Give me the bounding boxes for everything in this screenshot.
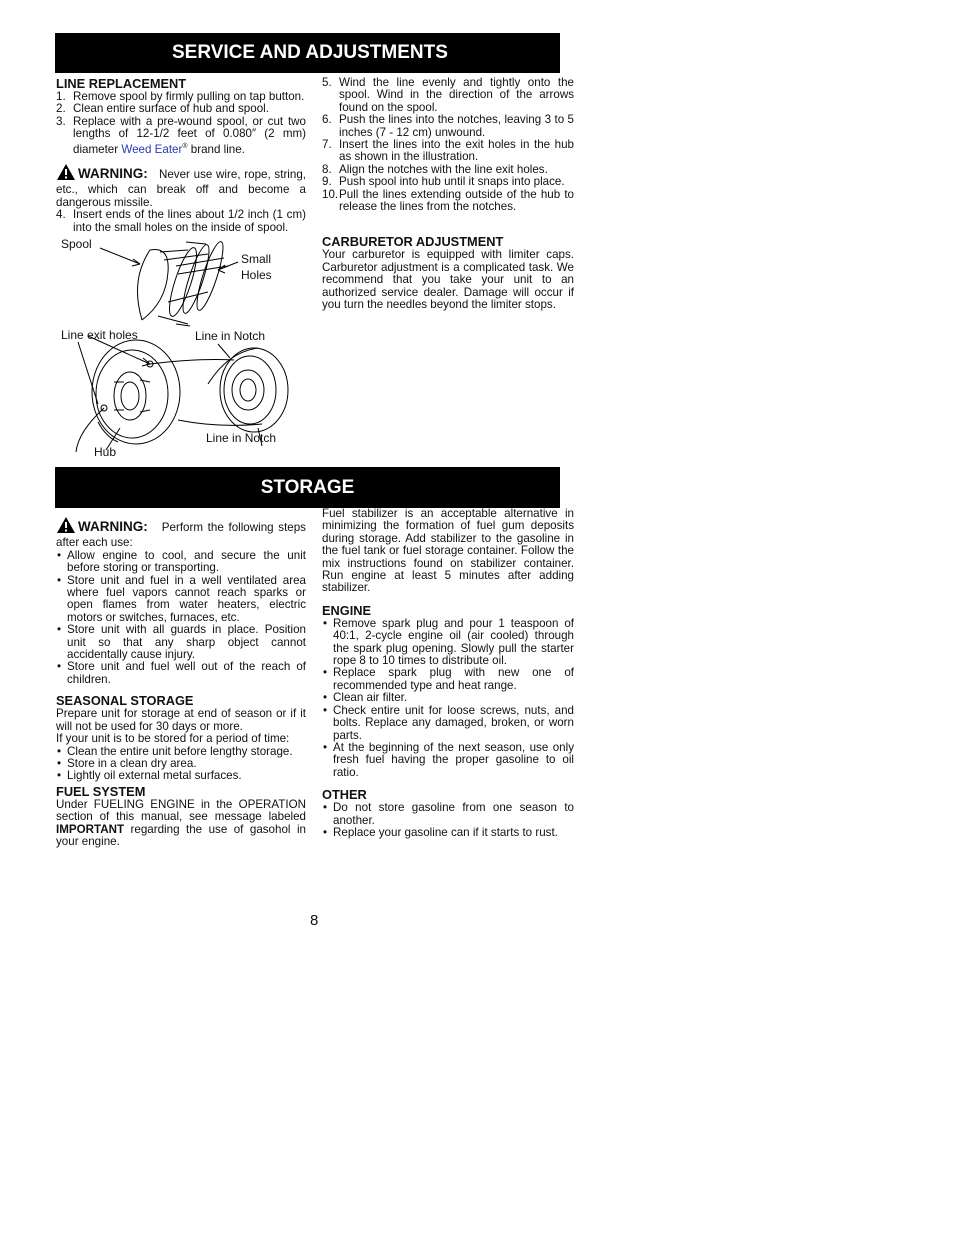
warning-text: Never use wire, rope, string, etc., which can break off and become a dangerous missile. xyxy=(56,167,307,209)
bullet-text: Clean the entire unit before lengthy storage. xyxy=(67,744,293,758)
step-text: Wind the line evenly and tightly onto the spool. Wind in the direction of the arrows found on the spool. xyxy=(339,76,574,114)
engine-heading: ENGINE xyxy=(322,602,372,618)
step-text: Remove spool by firmly pulling on tap button. xyxy=(73,90,305,103)
carburetor-text: Your carburetor is equipped with limiter caps. Carburetor adjustment is a complicated task. We recommend that you take your unit to an authorized service dealer. Damage will occur if you turn the needles beyond the limiter stops. xyxy=(322,248,574,312)
bullet-text: Store in a clean dry area. xyxy=(67,756,197,770)
step-text: Clean entire surface of hub and spool. xyxy=(73,102,269,116)
registered-mark: ® xyxy=(182,142,188,150)
list-item: • Store unit with all guards in place. Position unit so that any sharp object cannot accidentally cause injury. xyxy=(57,623,306,662)
figure-label-small: Small xyxy=(241,252,272,266)
warning-triangle-icon xyxy=(56,163,76,184)
list-item xyxy=(56,116,306,156)
line-replacement-step-4 xyxy=(56,209,306,234)
step-text: Pull the lines extending outside of the hub to release the lines from the notches. xyxy=(339,187,574,214)
storage-warning-list xyxy=(56,550,306,686)
line-replacement-illustration xyxy=(58,232,298,462)
step-number: 6. xyxy=(322,113,332,127)
fuel-system-text-b: regarding the use of gasohol in your engine. xyxy=(56,822,306,848)
step-text: Insert the lines into the exit holes in the hub as shown in the illustration. xyxy=(339,138,574,164)
carburetor-heading: CARBURETOR ADJUSTMENT xyxy=(322,234,504,250)
seasonal-storage-heading: SEASONAL STORAGE xyxy=(56,693,194,709)
other-heading: OTHER xyxy=(322,787,367,803)
step-text: Insert ends of the lines about 1/2 inch (1 cm) into the small holes on the inside of spool. xyxy=(73,208,306,234)
step-text: Replace with a pre-wound spool, or cut two lengths of 12-1/2 feet of 0.080″ (2 mm) diameter xyxy=(73,114,306,156)
list-item: • Replace spark plug with new one of recommended type and heat range. xyxy=(323,666,574,692)
section-title-storage: STORAGE xyxy=(260,476,355,498)
list-item: • Allow engine to cool, and secure the unit before storing or transporting. xyxy=(57,548,306,575)
other-list xyxy=(322,802,574,839)
step-text: Push spool into hub until it snaps into place. xyxy=(339,175,565,189)
bullet-text: Store unit with all guards in place. Position unit so that any sharp object cannot accidentally cause injury. xyxy=(67,623,306,662)
figure-label-hub: Hub xyxy=(94,445,117,459)
bullet-text: Check entire unit for loose screws, nuts, and bolts. Replace any damaged, broken, or worn parts. xyxy=(333,703,574,742)
list-item xyxy=(322,189,574,214)
bullet-text: Lightly oil external metal surfaces. xyxy=(67,769,242,783)
fuel-stabilizer-text: Fuel stabilizer is an acceptable alternative in minimizing the formation of fuel gum deposits during storage. Add stabilizer to the gasoline in the fuel tank or fuel storage container. Follow the mix instructions found on stabilizer container. Run engine at least 5 minutes after adding stabilizer. xyxy=(322,507,574,595)
bullet-text: Store unit and fuel in a well ventilated area where fuel vapors cannot reach sparks or open flames from water heaters, electric motors or switches, furnaces, etc. xyxy=(67,573,306,624)
list-item: • Store unit and fuel in a well ventilated area where fuel vapors cannot reach sparks or open flames from water heaters, electric motors or switches, furnaces, etc. xyxy=(57,573,306,624)
figure-label-line-exit-holes: Line exit holes xyxy=(61,328,138,342)
bullet-text: Replace your gasoline can if it starts to rust. xyxy=(333,825,558,839)
figure-label-spool: Spool xyxy=(61,237,92,251)
bullet-text: At the beginning of the next season, use only fresh fuel having the proper gasoline to oil ratio. xyxy=(333,740,574,779)
bullet-text: Replace spark plug with new one of recommended type and heat range. xyxy=(333,666,574,692)
fuel-system-text-a: Under FUELING ENGINE in the OPERATION section of this manual, see message labeled xyxy=(56,797,306,824)
step-number: 2. xyxy=(56,102,66,116)
list-item: • Clean the entire unit before lengthy storage. xyxy=(57,744,293,758)
engine-list xyxy=(322,618,574,779)
list-item: • Store unit and fuel well out of the reach of children. xyxy=(57,660,306,686)
step-number: 9. xyxy=(322,175,332,189)
spool-hub-drawing xyxy=(58,232,298,462)
warning-triangle-icon xyxy=(56,516,76,537)
section-banner-storage xyxy=(55,467,560,508)
list-item xyxy=(322,77,574,114)
warning-label: WARNING: xyxy=(78,519,148,534)
figure-label-holes: Holes xyxy=(241,268,272,282)
bullet-text: Clean air filter. xyxy=(333,691,408,705)
list-item: • Do not store gasoline from one season to another. xyxy=(323,801,574,827)
seasonal-storage-list xyxy=(56,746,306,783)
list-item: • Remove spark plug and pour 1 teaspoon of 40:1, 2-cycle engine oil (air cooled) through the spark plug opening. Slowly pull the starter rope 8 to 10 times to distribute oil. xyxy=(323,616,574,668)
step-text: Push the lines into the notches, leaving 3 to 5 inches (7 - 12 cm) unwound. xyxy=(339,113,574,139)
step-number: 5. xyxy=(322,76,332,89)
list-item: • At the beginning of the next season, use only fresh fuel having the proper gasoline to oil ratio. xyxy=(323,740,574,779)
list-item: • Check entire unit for loose screws, nuts, and bolts. Replace any damaged, broken, or worn parts. xyxy=(323,703,574,742)
line-replacement-section xyxy=(56,77,306,234)
section-banner-service xyxy=(55,33,560,73)
line-replacement-heading: LINE REPLACEMENT xyxy=(56,76,187,91)
line-replacement-continued xyxy=(322,77,574,312)
warning-label: WARNING: xyxy=(78,165,148,181)
list-item: • Clean air filter. xyxy=(323,691,408,705)
important-label: IMPORTANT xyxy=(56,822,125,836)
figure-label-line-in-notch-top: Line in Notch xyxy=(195,329,266,343)
line-replacement-steps-continued xyxy=(322,77,574,213)
figure-label-line-in-notch-bottom: Line in Notch xyxy=(206,431,277,445)
step-number: 10. xyxy=(322,187,339,201)
storage-left-column xyxy=(56,516,306,848)
list-item: • Replace your gasoline can if it starts to rust. xyxy=(323,825,558,839)
list-item xyxy=(322,114,574,139)
step-number: 1. xyxy=(56,90,66,103)
step-text: brand line. xyxy=(190,142,245,156)
list-item xyxy=(56,209,306,234)
fuel-system-text xyxy=(56,799,306,849)
storage-right-column xyxy=(322,508,574,839)
fuel-system-heading: FUEL SYSTEM xyxy=(56,783,146,799)
step-text: Align the notches with the line exit holes. xyxy=(339,162,548,176)
bullet-text: Do not store gasoline from one season to another. xyxy=(333,801,574,827)
list-item: • Store in a clean dry area. xyxy=(57,756,197,770)
section-title-service: SERVICE AND ADJUSTMENTS xyxy=(172,42,448,63)
warning-text: Perform the following steps after each use: xyxy=(56,521,306,550)
step-number: 7. xyxy=(322,138,332,152)
list-item: • Lightly oil external metal surfaces. xyxy=(57,769,242,783)
bullet-text: Allow engine to cool, and secure the unit before storing or transporting. xyxy=(67,548,306,575)
brand-name: Weed Eater xyxy=(121,142,183,156)
line-replacement-steps xyxy=(56,91,306,156)
bullet-text: Remove spark plug and pour 1 teaspoon of 40:1, 2-cycle engine oil (air cooled) through the spark plug opening. Slowly pull the starter rope 8 to 10 times to distribute oil. xyxy=(333,616,574,668)
warning-paragraph xyxy=(56,163,306,209)
step-number: 3. xyxy=(56,114,66,128)
seasonal-storage-condition: If your unit is to be stored for a period of time: xyxy=(56,732,290,746)
step-number: 4. xyxy=(56,208,66,222)
seasonal-storage-intro: Prepare unit for storage at end of season or if it will not be used for 30 days or more. xyxy=(56,707,306,733)
step-number: 8. xyxy=(322,162,332,176)
bullet-text: Store unit and fuel well out of the reach of children. xyxy=(67,660,306,686)
storage-warning-paragraph xyxy=(56,516,306,550)
page-number: 8 xyxy=(310,912,319,929)
list-item xyxy=(322,139,574,164)
